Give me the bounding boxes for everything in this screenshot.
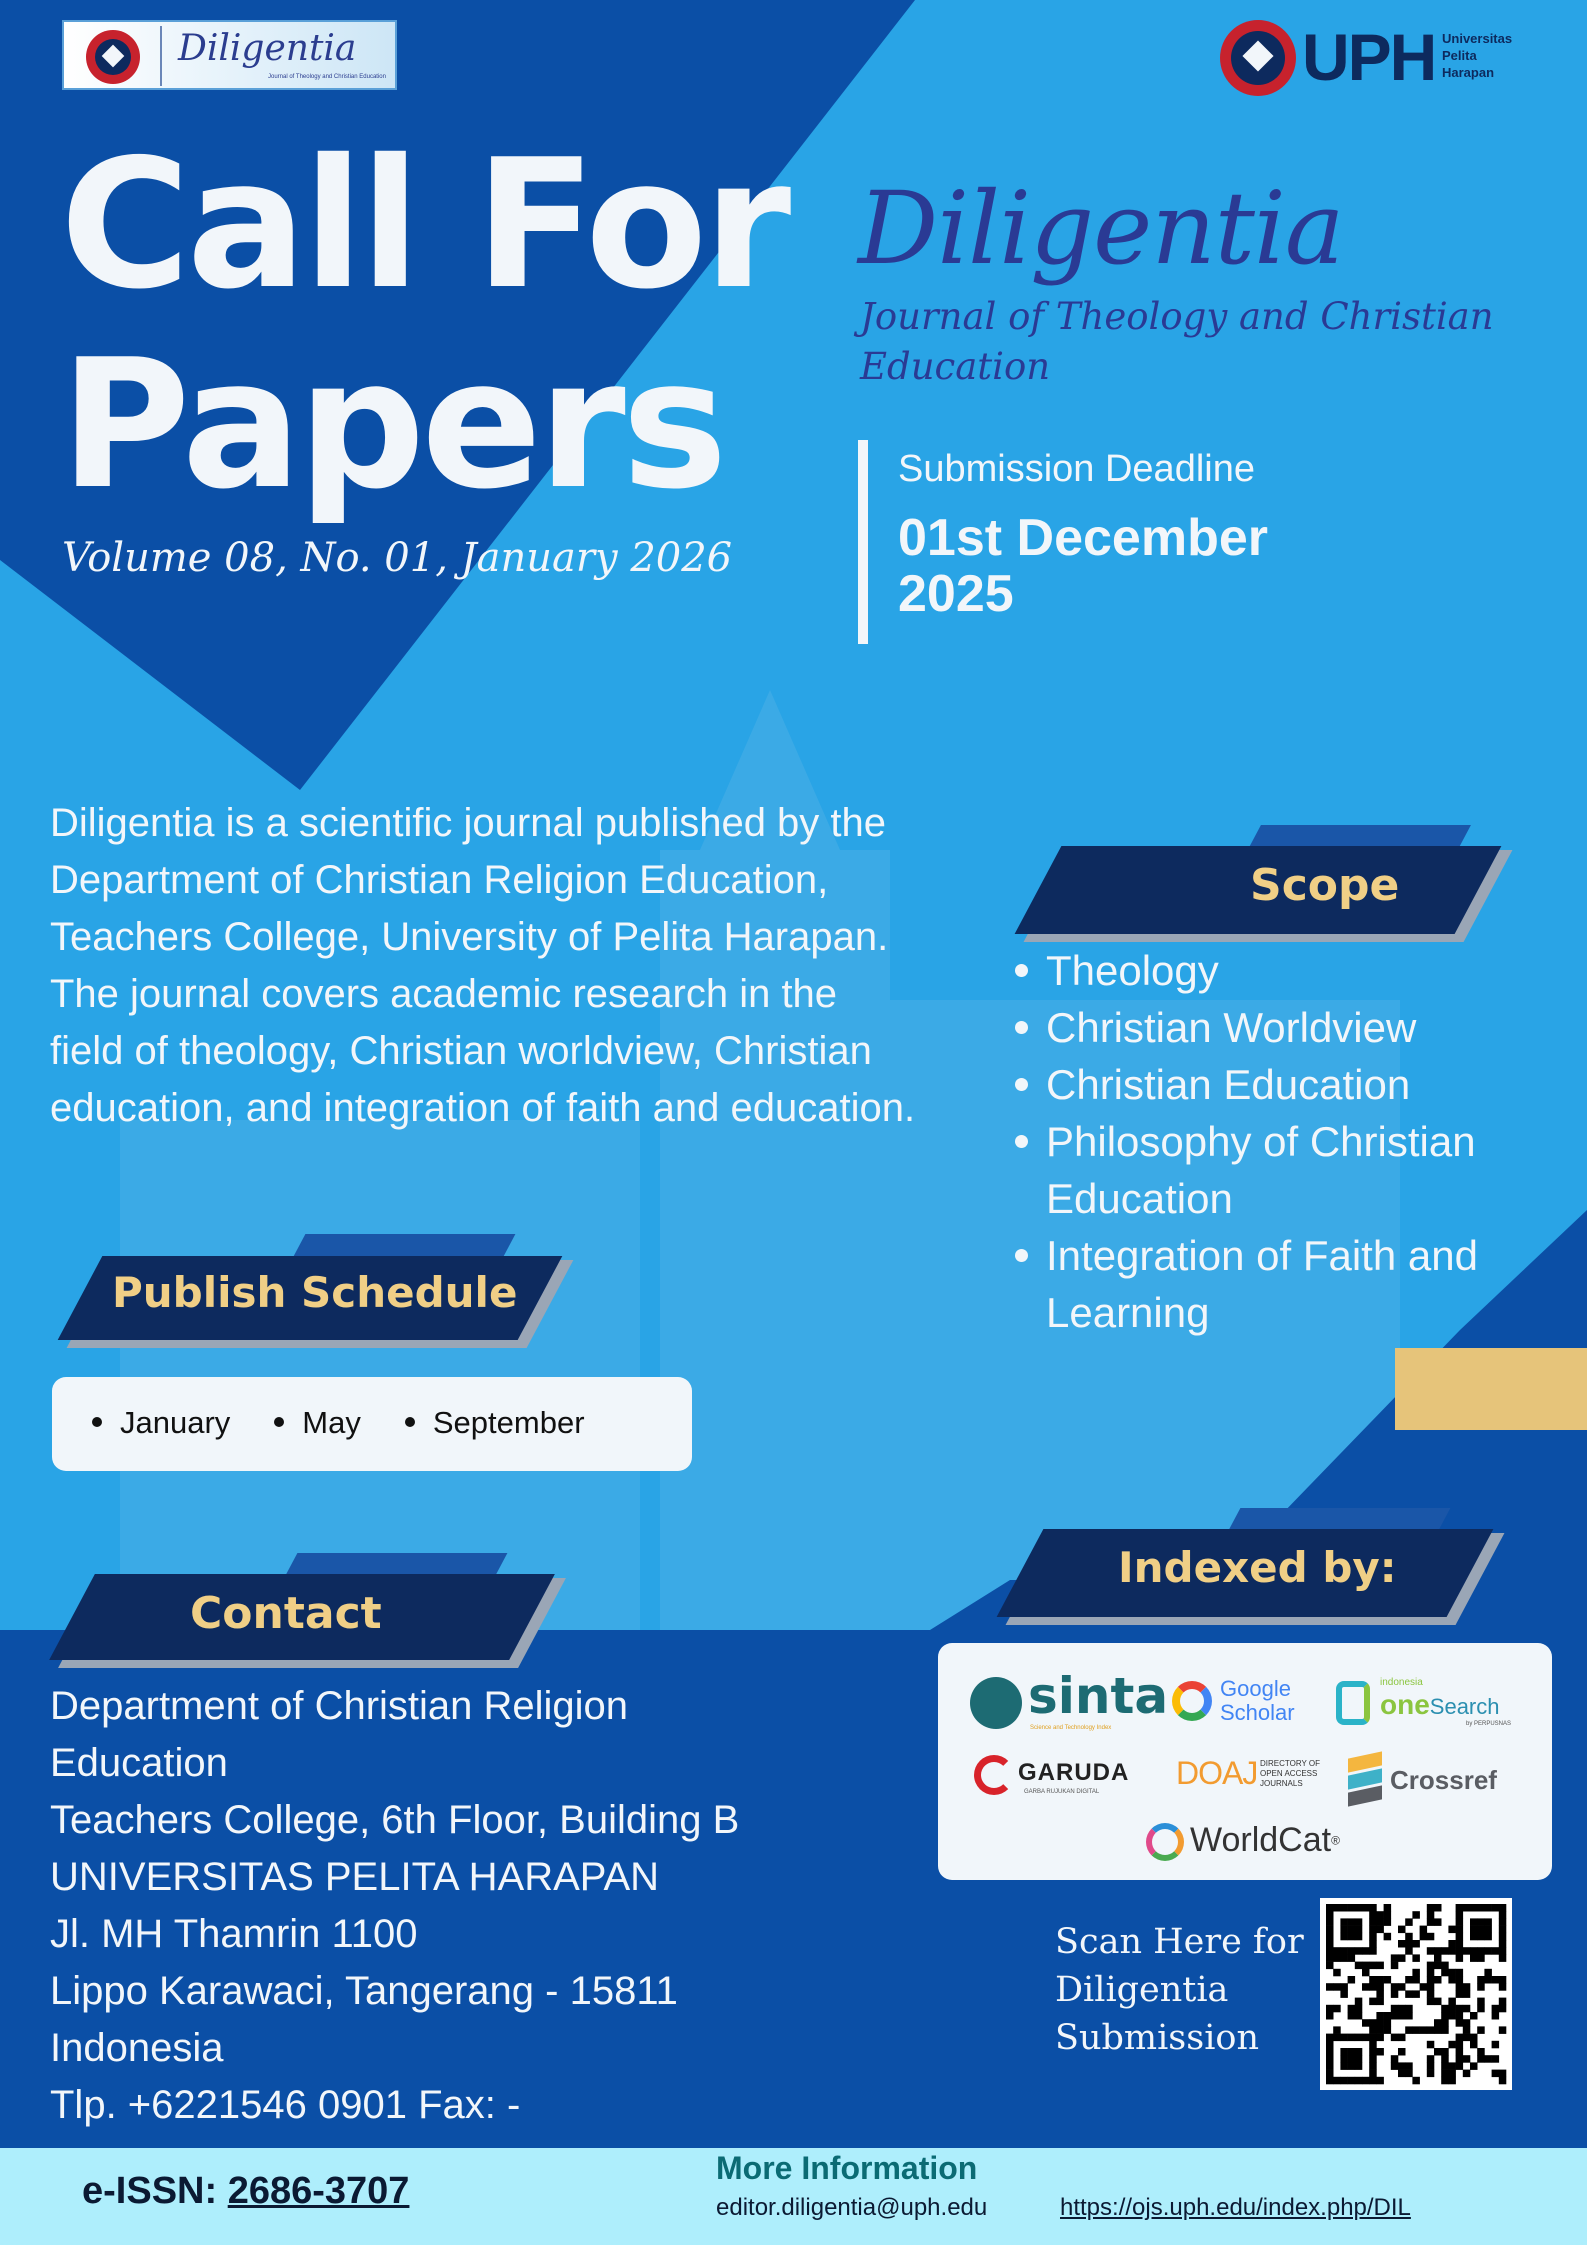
journal-description: Diligentia is a scientific journal published by the Department of Christian Religion Education, Teachers College, University of Pelita Harapan. The journal covers academic research in the field of theology, Christian worldview, Christian education, and integration of faith and education. [50,801,916,1130]
contact-line: Department of Christian Religion [50,1684,629,1728]
scope-item: Theology [1010,942,1570,999]
sinta-logo: sinta Science and Technology Index [970,1673,1150,1735]
more-info-heading: More Information [716,2150,978,2186]
scope-heading-tag [1010,822,1500,948]
indexed-logos-box [938,1643,1552,1880]
scope-item: Christian Education [1010,1056,1570,1113]
schedule-heading: Publish Schedule [112,1268,518,1317]
garuda-icon [974,1755,1014,1795]
deadline-label: Submission Deadline [898,448,1255,490]
journal-name: Diligentia [858,170,1344,287]
contact-line: Lippo Karawaci, Tangerang - 15811 [50,1969,678,2013]
google-scholar-logo: Google Scholar [1172,1675,1312,1731]
volume-info: Volume 08, No. 01, January 2026 [62,535,733,581]
deadline-bar [858,440,868,644]
doaj-logo: DOAJ DIRECTORY OF OPEN ACCESS JOURNALS [1176,1755,1321,1791]
issn [82,2170,409,2213]
schedule-list [90,1399,585,1447]
contact-email[interactable]: editor.diligentia@uph.edu [716,2194,988,2221]
contact-line: UNIVERSITAS PELITA HARAPAN [50,1855,660,1899]
contact-address [50,1678,930,2134]
indexed-heading-tag [990,1505,1490,1631]
hero-title-line1: Call For [60,121,788,328]
uph-logo-text: UPH [1302,20,1436,94]
journal-badge-title: Diligentia [178,28,357,69]
worldcat-logo: WorldCat® [1146,1815,1376,1867]
schedule-month: January [90,1399,230,1447]
onesearch-logo: indonesia oneSearch by PERPUSNAS [1336,1675,1526,1731]
scope-list [1010,942,1570,1341]
scope-item: Integration of Faith and Learning [1010,1227,1570,1341]
uph-emblem-icon [1220,20,1296,96]
contact-line: Indonesia [50,2026,224,2070]
hero-title [60,121,788,528]
schedule-heading-tag [50,1232,560,1352]
scope-heading: Scope [1250,860,1400,911]
google-g-icon [1172,1681,1212,1721]
contact-line: Education [50,1741,228,1785]
uph-full-name: Universitas Pelita Harapan [1442,31,1513,80]
contact-heading-tag [42,1550,552,1672]
sinta-icon [970,1677,1022,1729]
hero-title-line2: Papers [60,321,724,528]
scope-item: Christian Worldview [1010,999,1570,1056]
contact-line: Jl. MH Thamrin 1100 [50,1912,418,1956]
uph-logo [1220,20,1520,96]
issn-label: e-ISSN: [82,2170,218,2212]
qr-code-icon [1320,1898,1512,2090]
schedule-box [52,1377,692,1471]
issn-value: 2686-3707 [227,2170,410,2212]
qr-caption: Scan Here for Diligentia Submission [1055,1922,1304,2058]
indexed-heading: Indexed by: [1118,1543,1397,1592]
journal-emblem-icon [86,30,140,84]
crossref-logo: Crossref [1348,1751,1528,1807]
journal-subtitle: Journal of Theology and Christian Education [860,295,1494,388]
contact-line: Teachers College, 6th Floor, Building B [50,1798,740,1842]
garuda-logo: GARUDA GARBA RUJUKAN DIGITAL [974,1751,1164,1803]
crossref-icon [1348,1755,1382,1803]
onesearch-icon [1336,1681,1370,1725]
journal-badge [62,20,397,90]
contact-heading: Contact [190,1588,382,1639]
journal-url-link[interactable]: https://ojs.uph.edu/index.php/DIL [1060,2194,1411,2221]
scope-item: Philosophy of Christian Education [1010,1113,1570,1227]
worldcat-icon [1146,1823,1184,1861]
contact-line: Tlp. +6221546 0901 Fax: - [50,2083,521,2127]
submission-qr-code[interactable] [1320,1898,1512,2090]
schedule-month: September [403,1399,585,1447]
schedule-month: May [272,1399,361,1447]
deadline-date: 01st December 2025 [898,509,1268,623]
journal-badge-subtitle: Journal of Theology and Christian Education [268,74,386,80]
